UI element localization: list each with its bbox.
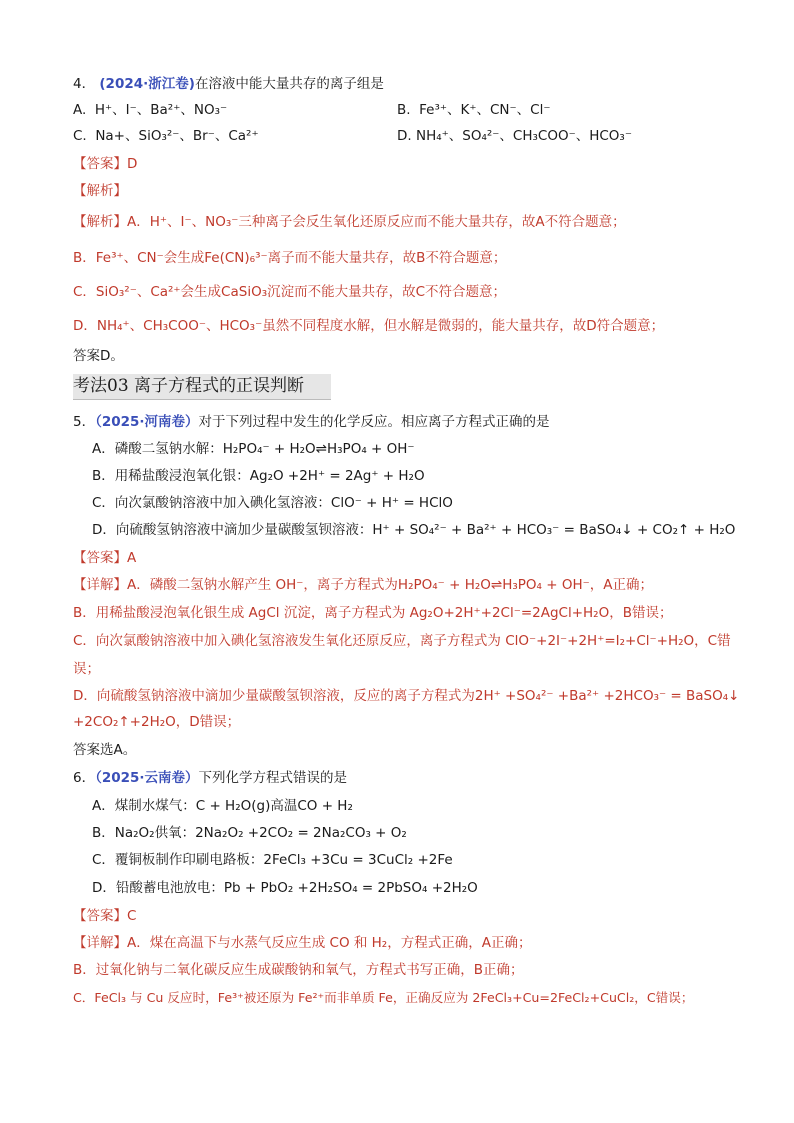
- q4-explanation-b: B．Fe³⁺、CN⁻会生成Fe(CN)₆³⁻离子而不能大量共存，故B不符合题意；: [73, 250, 507, 266]
- q4-answer: 【答案】D: [73, 156, 138, 172]
- q5-explanation-d-line2: +2CO₂↑+2H₂O，D错误；: [73, 714, 241, 730]
- q4-explanation-c: C．SiO₃²⁻、Ca²⁺会生成CaSiO₃沉淀而不能大量共存，故C不符合题意；: [73, 284, 507, 300]
- q5-option-a: A．磷酸二氢钠水解：H₂PO₄⁻ + H₂O⇌H₃PO₄ + OH⁻: [92, 441, 415, 457]
- q4-option-b: B. Fe³⁺、K⁺、CN⁻、Cl⁻: [397, 102, 551, 118]
- section-heading: [73, 374, 331, 400]
- q4-explanation-d: D．NH₄⁺、CH₃COO⁻、HCO₃⁻虽然不同程度水解，但水解是微弱的，能大量共存，故D符合题意；: [73, 318, 665, 334]
- q5-option-c: C．向次氯酸钠溶液中加入碘化氢溶液：ClO⁻ + H⁺ = HClO: [92, 495, 453, 511]
- q5-answer: 【答案】A: [73, 550, 137, 566]
- q4-analysis-label: 【解析】: [73, 183, 127, 199]
- q5-explanation-a: 【详解】A．磷酸二氢钠水解产生 OH⁻，离子方程式为H₂PO₄⁻ + H₂O⇌H₃PO₄ + OH⁻，A正确；: [73, 577, 653, 593]
- section-title: 考法03 离子方程式的正误判断: [73, 376, 305, 396]
- q6-option-a: A．煤制水煤气：C + H₂O(g)高温CO + H₂: [92, 798, 353, 814]
- q6-explanation-c: C．FeCl₃ 与 Cu 反应时，Fe³⁺被还原为 Fe²⁺而非单质 Fe，正确反应为 2FeCl₃+Cu=2FeCl₂+CuCl₂，C错误；: [73, 990, 694, 1005]
- q6-explanation-b: B．过氧化钠与二氧化碳反应生成碳酸钠和氧气，方程式书写正确，B正确；: [73, 962, 524, 978]
- question-source: （2025·河南卷）: [95, 414, 199, 430]
- q4-option-d: D. NH₄⁺、SO₄²⁻、CH₃COO⁻、HCO₃⁻: [397, 128, 632, 144]
- q6-stem: 6．（2025·云南卷）下列化学方程式错误的是: [73, 770, 348, 786]
- q4-conclusion: 答案D。: [73, 348, 124, 364]
- q4-explanation-a: 【解析】A．H⁺、I⁻、NO₃⁻三种离子会反生氧化还原反应而不能大量共存，故A不符合题意；: [73, 214, 626, 230]
- q5-explanation-c-line1: C．向次氯酸钠溶液中加入碘化氢溶液发生氧化还原反应，离子方程式为 ClO⁻+2I⁻+2H⁺=I₂+Cl⁻+H₂O，C错: [73, 633, 731, 649]
- question-stem: 在溶液中能大量共存的离子组是: [194, 76, 384, 92]
- q5-option-d: D．向硫酸氢钠溶液中滴加少量碳酸氢钡溶液：H⁺ + SO₄²⁻ + Ba²⁺ + HCO₃⁻ = BaSO₄↓ + CO₂↑ + H₂O: [92, 522, 736, 538]
- question-source: (2024·浙江卷): [99, 76, 195, 92]
- question-source: （2025·云南卷）: [95, 770, 199, 786]
- q5-explanation-d-line1: D．向硫酸氢钠溶液中滴加少量碳酸氢钡溶液，反应的离子方程式为2H⁺ +SO₄²⁻ +Ba²⁺ +2HCO₃⁻ = BaSO₄↓: [73, 688, 740, 704]
- q6-answer: 【答案】C: [73, 908, 137, 924]
- q4-stem: [73, 74, 384, 94]
- q6-option-c: C．覆铜板制作印刷电路板：2FeCl₃ +3Cu = 3CuCl₂ +2Fe: [92, 852, 453, 868]
- q6-option-b: B．Na₂O₂供氧：2Na₂O₂ +2CO₂ = 2Na₂CO₃ + O₂: [92, 825, 407, 841]
- q6-option-d: D．铅酸蓄电池放电：Pb + PbO₂ +2H₂SO₄ = 2PbSO₄ +2H₂O: [92, 880, 478, 896]
- q5-explanation-c-line2: 误；: [73, 661, 100, 677]
- q5-stem: 5．（2025·河南卷）对于下列过程中发生的化学反应。相应离子方程式正确的是: [73, 414, 550, 430]
- q5-option-b: B．用稀盐酸浸泡氧化银：Ag₂O +2H⁺ = 2Ag⁺ + H₂O: [92, 468, 425, 484]
- question-number: 4．: [73, 76, 96, 92]
- q5-conclusion: 答案选A。: [73, 742, 137, 758]
- q6-explanation-a: 【详解】A．煤在高温下与水蒸气反应生成 CO 和 H₂，方程式正确，A正确；: [73, 935, 532, 951]
- q5-explanation-b: B．用稀盐酸浸泡氧化银生成 AgCl 沉淀，离子方程式为 Ag₂O+2H⁺+2Cl⁻=2AgCl+H₂O，B错误；: [73, 605, 673, 621]
- q4-option-c: C. Na+、SiO₃²⁻、Br⁻、Ca²⁺: [73, 128, 259, 144]
- q4-option-a: A. H⁺、I⁻、Ba²⁺、NO₃⁻: [73, 102, 228, 118]
